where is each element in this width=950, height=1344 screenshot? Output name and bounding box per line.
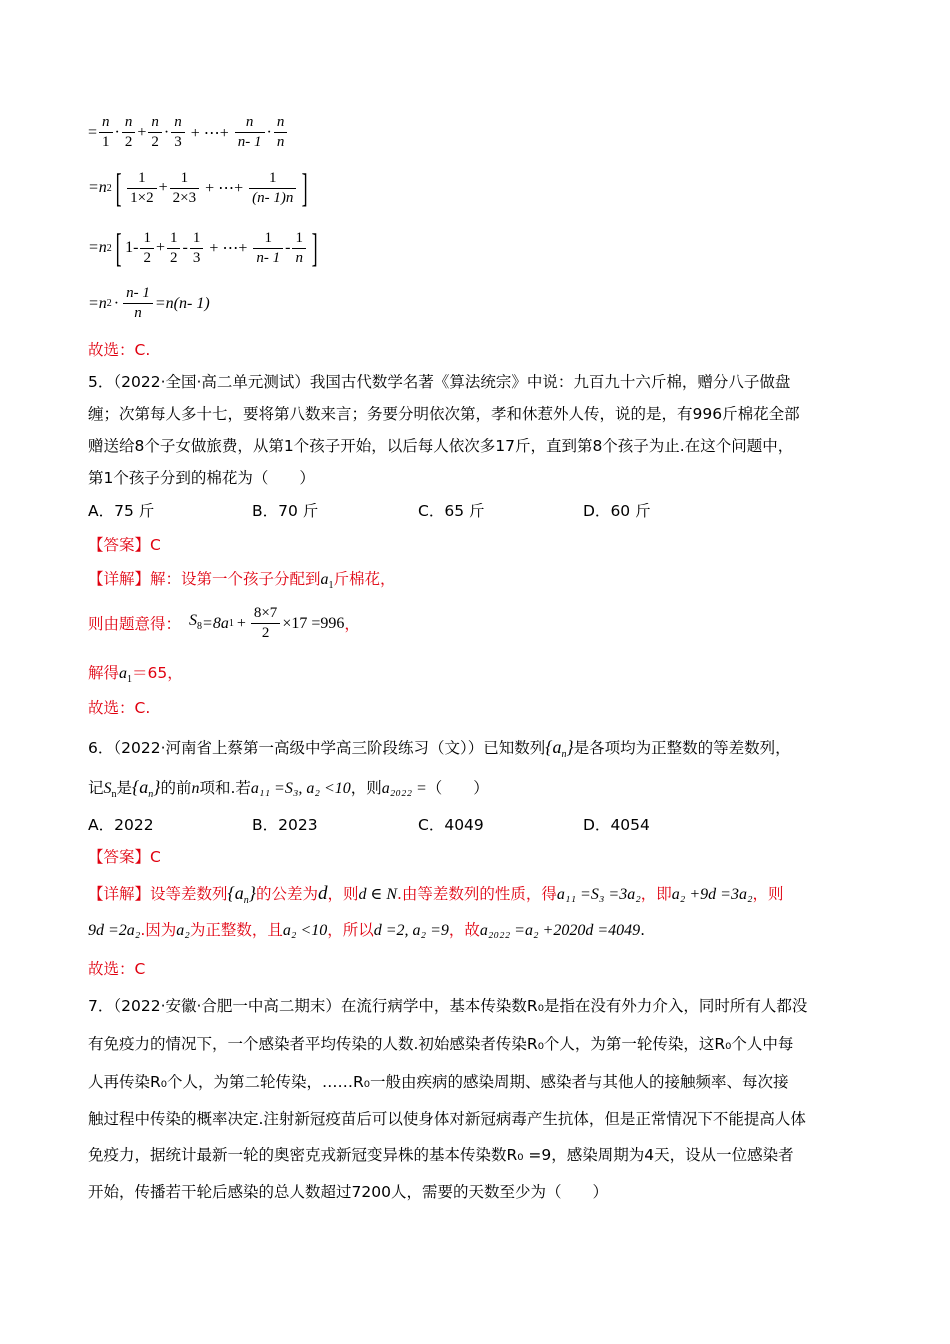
- fraction: $\frac{1}{(n- 1)n}$: [249, 169, 296, 208]
- result: =n(n- 1): [154, 294, 210, 312]
- q5-choose: 故选：C.: [88, 699, 151, 717]
- derivation-line-1: = $\frac{n}{1}$ · $\frac{n}{2}$ + $\frac{n}{2}$ · $\frac{n}{3}$ + ⋯+ $\frac{n}{n- 1}$ · $\frac{n}{n}$: [88, 113, 289, 152]
- fraction: $\frac{n}{n}$: [274, 113, 288, 152]
- q5-solve: 解得$a_1=65$，: [88, 664, 183, 685]
- fraction: $\frac{n- 1}{n}$: [123, 284, 153, 323]
- fraction: $\frac{n}{3}$: [171, 113, 185, 152]
- equals-sign: =: [88, 123, 98, 141]
- q5-line-3: 赠送给8个子女做旅费，从第1个孩子开始，以后每人依次多17斤，直到第8个孩子为止.在这个问题中，: [88, 437, 794, 455]
- q7-line-5: 免疫力，据统计最新一轮的奥密克戎新冠变异株的基本传染数R₀ =9，感染周期为4天，设从一位感染者: [88, 1146, 794, 1164]
- q6-answer: 【答案】C: [88, 848, 161, 866]
- derivation-line-3: =n 2 [ 1- $\frac{1}{2}$ + $\frac{1}{2}$ - $\frac{1}{3}$ + ⋯+ $\frac{1}{n- 1}$ - $\frac{1}{n}$ ]: [88, 225, 318, 270]
- q6-option-c[interactable]: C．4049: [418, 816, 484, 834]
- q5-detail: 【详解】解：设第一个孩子分配到$a_1$斤棉花，: [88, 570, 396, 591]
- fraction: $\frac{n}{n- 1}$: [235, 113, 265, 152]
- ellipsis: + ⋯+: [190, 124, 229, 142]
- fraction: $\frac{1}{n}$: [292, 229, 306, 268]
- fraction: $\frac{1}{n- 1}$: [253, 229, 283, 268]
- q5-answer: 【答案】C: [88, 536, 161, 554]
- q6-option-d[interactable]: D．4054: [583, 816, 650, 834]
- q5-option-a[interactable]: A．75 斤: [88, 502, 155, 520]
- q7-line-3: 人再传染R₀个人，为第二轮传染，……R₀一般由疾病的感染周期、感染者与其他人的接触频率、每次接: [88, 1073, 789, 1091]
- fraction: $\frac{1}{2}$: [167, 229, 181, 268]
- fraction: $\frac{n}{1}$: [99, 113, 113, 152]
- q6-detail-line-2: 9d =2a₂.因为a₂为正整数，且a₂ <10，所以d =2, a₂ =9，故a₂₀₂₂ =a₂ +2020d =4049.: [88, 921, 646, 939]
- q5-line-1: 5．（2022·全国·高二单元测试）我国古代数学名著《算法统宗》中说：九百九十六斤棉，赠分八子做盘: [88, 373, 791, 391]
- n-squared: =n: [88, 179, 107, 196]
- one-minus: 1-: [125, 239, 139, 256]
- q7-line-4: 触过程中传染的概率决定.注射新冠疫苗后可以使身体对新冠病毒产生抗体，但是正常情况下不能提高人体: [88, 1110, 806, 1128]
- fraction: $\frac{1}{3}$: [190, 229, 204, 268]
- fraction: $\frac{n}{2}$: [122, 113, 136, 152]
- q6-line-2: 记$S_n$是$\{a_n\}$的前n项和.若a₁₁ =S₃, a₂ <10，则a₂₀₂₂ =（ ）: [88, 777, 489, 800]
- q6-line-1: 6．（2022·河南省上蔡第一高级中学高三阶段练习（文））已知数列$\{a_n\}$是各项均为正整数的等差数列，: [88, 737, 791, 760]
- q5-condition: 则由题意得： $S_8$ =8a 1 + $\frac{8\times 7}{2}$ ×17 =996 ，: [88, 605, 360, 641]
- fraction: $\frac{8\times 7}{2}$: [251, 604, 280, 643]
- q6-option-b[interactable]: B．2023: [252, 816, 318, 834]
- q7-line-2: 有免疫力的情况下，一个感染者平均传染的人数.初始感染者传染R₀个人，为第一轮传染，这R₀个人中每: [88, 1035, 794, 1053]
- n-squared: =n: [88, 239, 107, 256]
- fraction: $\frac{n}{2}$: [148, 113, 162, 152]
- derivation-line-4: =n 2 · $\frac{n- 1}{n}$ =n(n- 1): [88, 285, 210, 321]
- fraction: $\frac{1}{1\times 2}$: [127, 169, 156, 208]
- ellipsis: + ⋯+: [205, 180, 244, 197]
- q5-option-c[interactable]: C．65 斤: [418, 502, 485, 520]
- q4-choose-text: 故选：C.: [88, 341, 151, 359]
- q5-line-4: 第1个孩子分到的棉花为（ ）: [88, 469, 315, 487]
- q6-option-a[interactable]: A．2022: [88, 816, 154, 834]
- fraction: $\frac{1}{2}$: [140, 229, 154, 268]
- fraction: $\frac{1}{2\times 3}$: [170, 169, 199, 208]
- q7-line-6: 开始，传播若干轮后感染的总人数超过7200人，需要的天数至少为（ ）: [88, 1183, 608, 1201]
- q5-option-d[interactable]: D．60 斤: [583, 502, 651, 520]
- q6-detail-line-1: 【详解】设等差数列$\{a_n\}$的公差为d，则d ∈ N.由等差数列的性质，得a₁₁ =S₃ =3a₂，即a₂ +9d =3a₂，则: [88, 883, 784, 906]
- q7-line-1: 7．（2022·安徽·合肥一中高二期末）在流行病学中，基本传染数R₀是指在没有外力介入，同时所有人都没: [88, 997, 808, 1015]
- n-squared: =n: [88, 294, 107, 312]
- derivation-line-2: =n 2 [ $\frac{1}{1\times 2}$ + $\frac{1}{2\times 3}$ + ⋯+ $\frac{1}{(n- 1)n}$ ]: [88, 165, 309, 210]
- q6-choose: 故选：C: [88, 960, 146, 978]
- question-number: 5．: [88, 373, 114, 391]
- q5-line-2: 缠；次第每人多十七，要将第八数来言；务要分明依次第，孝和休惹外人传，说的是，有996斤棉花全部: [88, 405, 800, 423]
- q5-option-b[interactable]: B．70 斤: [252, 502, 319, 520]
